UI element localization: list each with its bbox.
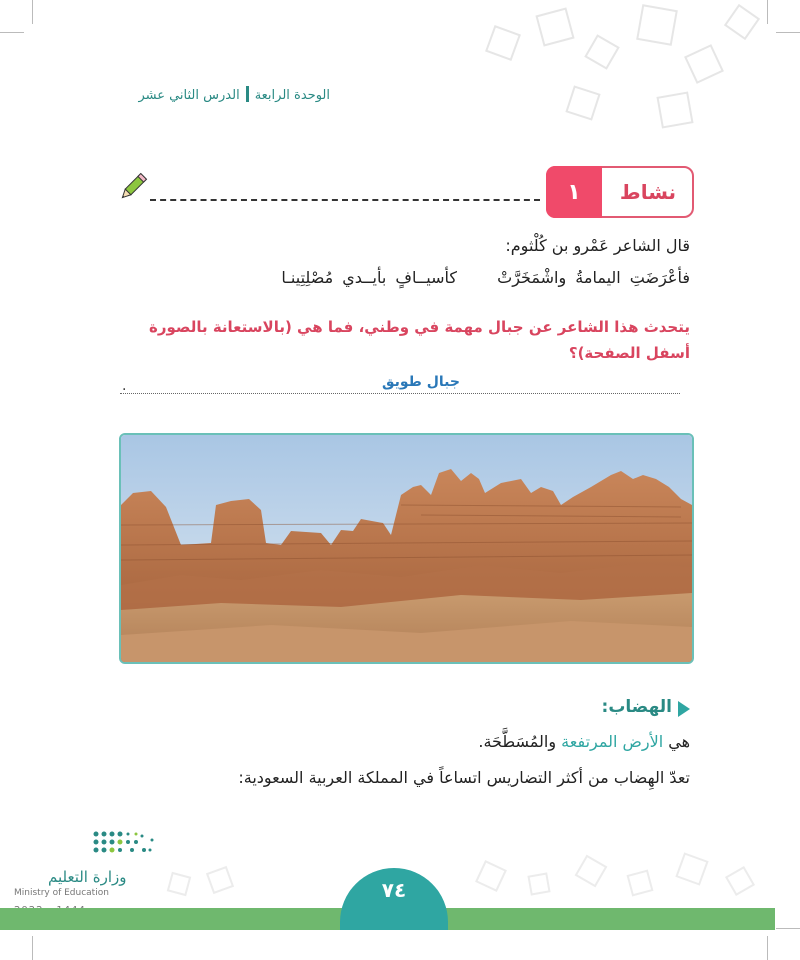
activity-label: نشاط <box>619 180 677 204</box>
question-text: يتحدث هذا الشاعر عن جبال مهمة في وطني، فما هي (بالاستعانة بالصورة أسفل الصفحة)؟ <box>149 318 690 362</box>
section-title-text: الهضاب: <box>601 697 672 717</box>
poem-hemistich-left: كأسيــافٍ بأيــدي مُصْلِتِينـا <box>281 268 457 287</box>
breadcrumb-separator <box>246 86 249 102</box>
definition-prefix: هي <box>663 732 690 751</box>
poem-hemistich-right: فأعْرَضَتِ اليمامةُ واشْمَخَرَّتْ <box>497 268 690 287</box>
decorative-pattern <box>460 0 800 150</box>
crop-mark <box>767 936 768 960</box>
pencil-icon <box>116 170 150 204</box>
crop-mark <box>776 928 800 929</box>
definition-highlight: الأرض المرتفعة <box>561 732 664 751</box>
answer-end-dot: . <box>122 378 127 394</box>
tuwaiq-cliffs-image <box>121 435 692 662</box>
page-number: ٧٤ <box>340 868 448 930</box>
activity-divider <box>150 199 540 201</box>
poem-verse <box>281 268 690 287</box>
crop-mark <box>0 32 24 33</box>
mountains-photo <box>119 433 694 664</box>
crop-mark <box>32 0 33 24</box>
definition-line <box>478 732 690 751</box>
section-arrow-icon <box>676 700 692 718</box>
answer-text: جبال طويق <box>382 374 460 390</box>
unit-label: الوحدة الرابعة <box>254 88 330 103</box>
ministry-name-english: Ministry of Education <box>14 888 109 898</box>
answer-line <box>120 393 680 394</box>
section-title <box>602 697 672 717</box>
crop-mark <box>32 936 33 960</box>
lesson-label: الدرس الثاني عشر <box>138 88 240 103</box>
decorative-pattern <box>150 845 790 905</box>
definition-suffix: والمُسَطَّحَة. <box>478 732 562 751</box>
description-line: تعدّ الهِضاب من أكثر التضاريس اتساعاً في المملكة العربية السعودية: <box>238 768 690 787</box>
ministry-logo-icon <box>92 828 156 862</box>
poem-intro: قال الشاعر عَمْرو بن كُلْثوم: <box>505 236 690 255</box>
ministry-name: وزارة التعليم <box>48 868 127 886</box>
breadcrumb <box>138 86 330 103</box>
activity-number: ١ <box>546 166 602 218</box>
